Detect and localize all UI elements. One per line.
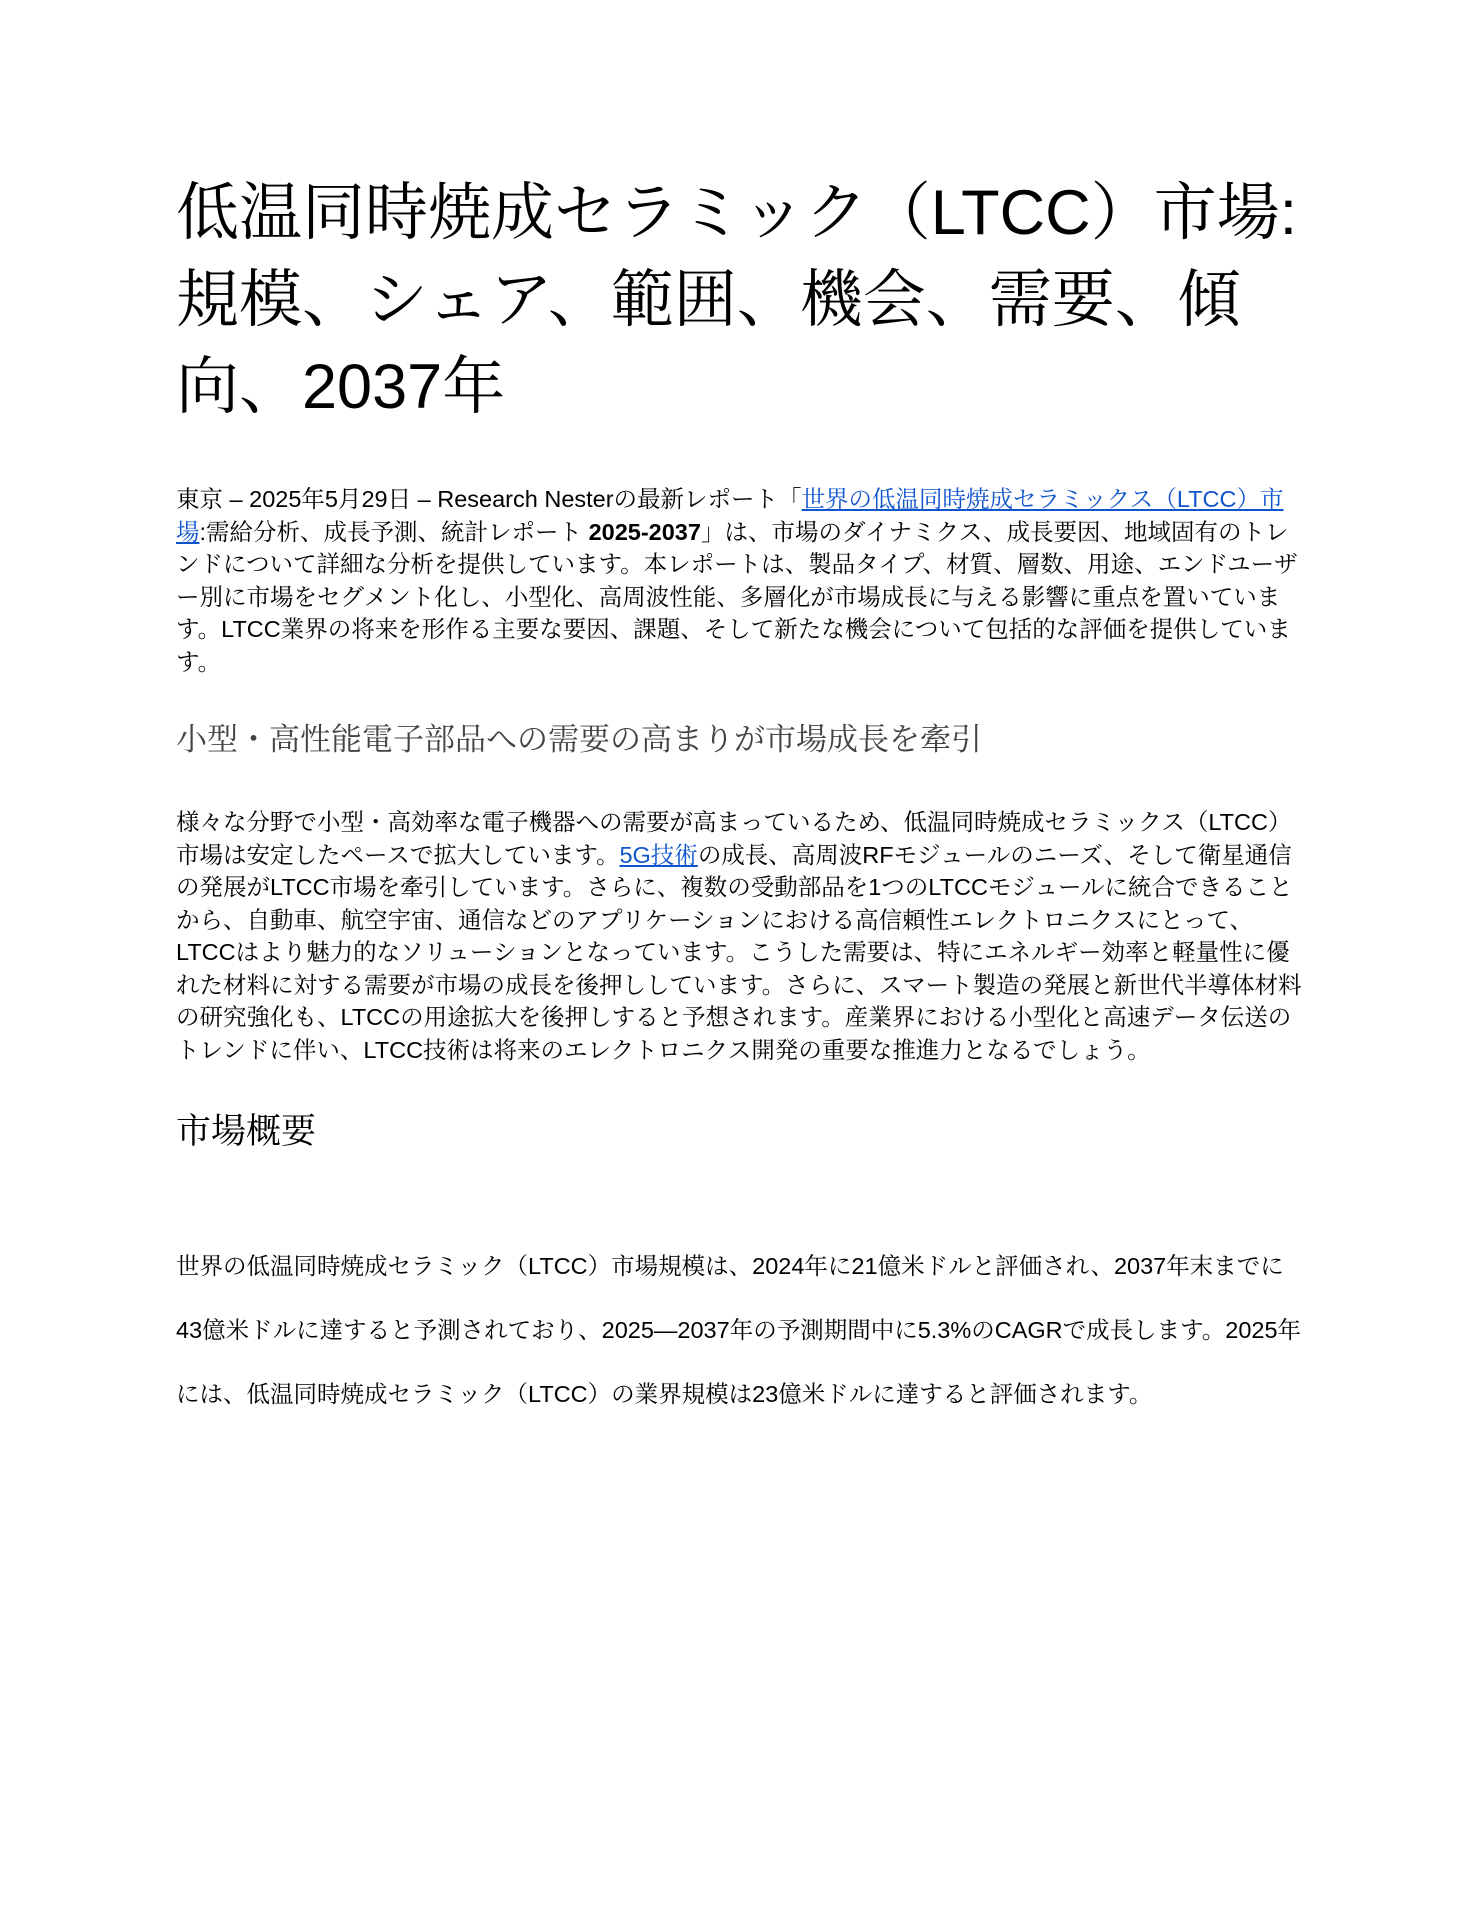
5g-technology-link[interactable]: 5G技術 (619, 841, 698, 868)
intro-lead: 東京 – 2025年5月29日 – Research Nesterの最新レポート「 (176, 486, 802, 512)
section-heading-overview: 市場概要 (176, 1112, 317, 1151)
intro-rest: 」は、市場のダイナミクス、成長要因、地域固有のトレンドについて詳細な分析を提供しています。本レポートは、製品タイプ、材質、層数、用途、エンドユーザー別に市場をセグメント化し、小型化、高周波性能、多層化が市場成長に与える影響に重点を置いています。LTCC業界の将来を形作る主要な要因、課題、そして新たな機会について包括的な評価を提供しています。 (176, 518, 1298, 675)
intro-mid: :需給分析、成長予測、統計レポート (199, 518, 589, 545)
document-page (176, 170, 1316, 1450)
report-link[interactable]: 世界の低温同時焼成セラミックス（LTCC）市場 (176, 486, 1284, 545)
page-title: 低温同時焼成セラミック（LTCC）市場:規模、シェア、範囲、機会、需要、傾向、2037年 (176, 178, 1298, 422)
overview-paragraph: 世界の低温同時焼成セラミック（LTCC）市場規模は、2024年に21億米ドルと評価され、2037年末までに43億米ドルに達すると予測されており、2025—2037年の予測期間中に5.3%のCAGRで成長します。2025年には、低温同時焼成セラミック（LTCC）の業界規模は23億米ドルに達すると評価されます。 (176, 1253, 1302, 1407)
intro-paragraph (176, 483, 1306, 678)
demand-text-end: の成長、高周波RFモジュールのニーズ、そして衛星通信の発展がLTCC市場を牽引しています。さらに、複数の受動部品を1つのLTCCモジュールに統合できることから、自動車、航空宇宙、通信などのアプリケーションにおける高信頼性エレクトロニクスにとって、LTCCはより魅力的なソリューションとなっています。こうした需要は、特にエネルギー効率と軽量性に優れた材料に対する需要が市場の成長を後押ししています。さらに、スマート製造の発展と新世代半導体材料の研究強化も、LTCCの用途拡大を後押しすると予想されます。産業界における小型化と高速データ伝送のトレンドに伴い、LTCC技術は将来のエレクトロニクス開発の重要な推進力となるでしょう。 (176, 841, 1302, 1063)
intro-years: 2025-2037 (588, 518, 701, 545)
demand-paragraph (176, 806, 1306, 1066)
demand-text-start: 様々な分野で小型・高効率な電子機器への需要が高まっているため、低温同時焼成セラミックス（LTCC）市場は安定したペースで拡大しています。 (176, 809, 1292, 868)
section-heading-demand: 小型・高性能電子部品への需要の高まりが市場成長を牽引 (176, 722, 982, 757)
